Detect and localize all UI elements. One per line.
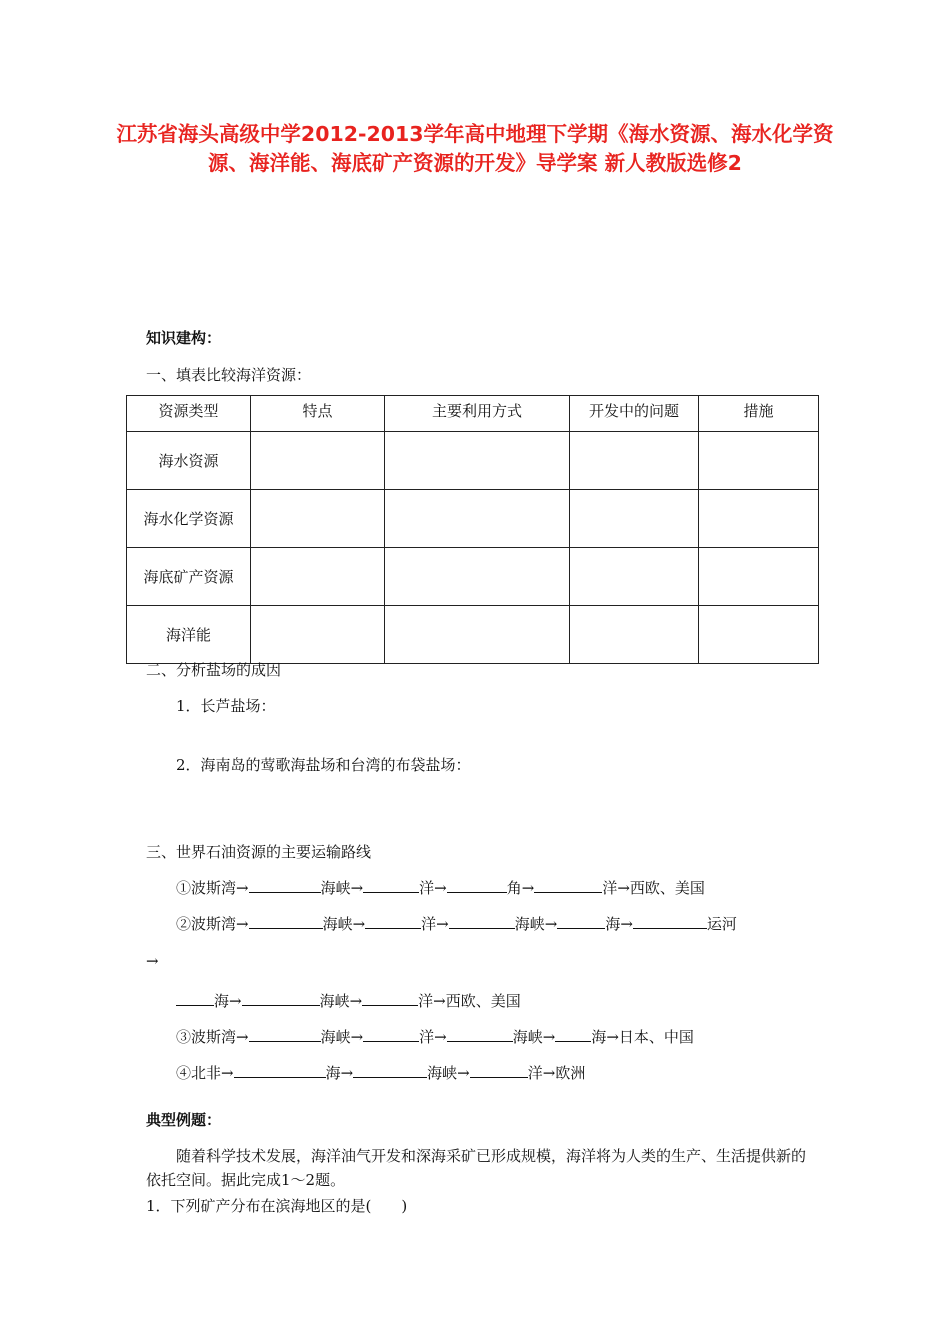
- table-row-label: 海洋能: [127, 606, 251, 664]
- table-row: [127, 432, 819, 490]
- fill-blank[interactable]: [249, 1026, 321, 1042]
- route-text: 洋→: [419, 879, 447, 897]
- question-2-item-2: 2．海南岛的莺歌海盐场和台湾的布袋盐场：: [176, 756, 471, 774]
- route-number: ①: [176, 879, 192, 897]
- table-blank-cell[interactable]: [570, 548, 699, 606]
- route-text: 海→: [325, 1064, 354, 1082]
- fill-blank[interactable]: [353, 1062, 427, 1078]
- table-blank-cell[interactable]: [699, 548, 819, 606]
- route-text: 波斯湾→: [191, 915, 249, 933]
- route-text: 角→: [506, 879, 535, 897]
- section-knowledge-heading: 知识建构：: [146, 329, 222, 347]
- route-text: 波斯湾→: [191, 879, 249, 897]
- table-blank-cell[interactable]: [251, 548, 385, 606]
- question-1-heading: 一、填表比较海洋资源：: [146, 366, 312, 384]
- table-header-cell: 主要利用方式: [385, 396, 570, 432]
- route-number: ②: [176, 915, 192, 933]
- table-row: [127, 490, 819, 548]
- fill-blank[interactable]: [249, 877, 321, 893]
- example-intro-paragraph: 随着科学技术发展，海洋油气开发和深海采矿已形成规模，海洋将为人类的生产、生活提供新的依托空间。据此完成1～2题。: [146, 1147, 807, 1189]
- route-4: [176, 1062, 585, 1083]
- fill-blank[interactable]: [242, 990, 320, 1006]
- route-text: 洋→西欧、美国: [602, 879, 705, 897]
- route-text: 海峡→: [514, 915, 558, 933]
- resource-comparison-table: [126, 395, 819, 664]
- fill-blank[interactable]: [449, 913, 515, 929]
- section-examples-heading: 典型例题：: [146, 1111, 222, 1129]
- question-2-item-1: 1．长芦盐场：: [176, 697, 276, 715]
- fill-blank[interactable]: [557, 913, 605, 929]
- route-text: 洋→: [421, 915, 449, 933]
- table-header-cell: 措施: [699, 396, 819, 432]
- fill-blank[interactable]: [447, 1026, 513, 1042]
- route-3: [176, 1026, 694, 1047]
- route-text: 洋→欧洲: [527, 1064, 586, 1082]
- route-1: [176, 877, 705, 898]
- route-text: 海峡→: [320, 1028, 364, 1046]
- route-2-continued: [176, 990, 521, 1011]
- fill-blank[interactable]: [249, 913, 323, 929]
- route-text: 海→: [214, 992, 242, 1010]
- route-2-arrow: →: [146, 952, 159, 970]
- table-blank-cell[interactable]: [699, 606, 819, 664]
- route-text: 北非→: [191, 1064, 234, 1082]
- table-row-label: 海水资源: [127, 432, 251, 490]
- table-blank-cell[interactable]: [699, 490, 819, 548]
- table-row: [127, 548, 819, 606]
- table-blank-cell[interactable]: [570, 432, 699, 490]
- table-blank-cell[interactable]: [251, 606, 385, 664]
- fill-blank[interactable]: [633, 913, 707, 929]
- fill-blank[interactable]: [555, 1026, 591, 1042]
- fill-blank[interactable]: [365, 913, 421, 929]
- fill-blank[interactable]: [447, 877, 507, 893]
- table-row-label: 海水化学资源: [127, 490, 251, 548]
- table-header-cell: 开发中的问题: [570, 396, 699, 432]
- table-row-label: 海底矿产资源: [127, 548, 251, 606]
- table-header-cell: 特点: [251, 396, 385, 432]
- table-blank-cell[interactable]: [251, 432, 385, 490]
- fill-blank[interactable]: [470, 1062, 528, 1078]
- question-3-heading: 三、世界石油资源的主要运输路线: [146, 843, 372, 861]
- route-text: 波斯湾→: [191, 1028, 249, 1046]
- question-2-heading: 二、分析盐场的成因: [146, 661, 282, 679]
- route-text: 海峡→: [322, 915, 366, 933]
- route-text: 洋→西欧、美国: [418, 992, 521, 1010]
- route-text: 海→日本、中国: [591, 1028, 694, 1046]
- route-text: 海峡→: [320, 879, 364, 897]
- table-blank-cell[interactable]: [385, 432, 570, 490]
- table-blank-cell[interactable]: [251, 490, 385, 548]
- fill-blank[interactable]: [363, 877, 419, 893]
- table-blank-cell[interactable]: [385, 490, 570, 548]
- table-blank-cell[interactable]: [570, 490, 699, 548]
- route-text: 运河: [706, 915, 737, 933]
- table-blank-cell[interactable]: [570, 606, 699, 664]
- question-1: 1．下列矿产分布在滨海地区的是( ): [146, 1197, 408, 1215]
- fill-blank[interactable]: [534, 877, 602, 893]
- fill-blank[interactable]: [363, 1026, 419, 1042]
- route-number: ③: [176, 1028, 192, 1046]
- table-header-cell: 资源类型: [127, 396, 251, 432]
- route-text: 海→: [605, 915, 633, 933]
- table-row: [127, 606, 819, 664]
- table-blank-cell[interactable]: [385, 548, 570, 606]
- table-header-row: [127, 396, 819, 432]
- route-text: 海峡→: [427, 1064, 470, 1082]
- route-2: [176, 913, 737, 934]
- route-text: 洋→: [419, 1028, 447, 1046]
- route-text: 海峡→: [512, 1028, 556, 1046]
- route-text: 海峡→: [319, 992, 363, 1010]
- fill-blank[interactable]: [234, 1062, 326, 1078]
- document-title: 江苏省海头高级中学2012-2013学年高中地理下学期《海水资源、海水化学资源、海洋能、海底矿产资源的开发》导学案 新人教版选修2: [116, 122, 834, 175]
- fill-blank[interactable]: [362, 990, 418, 1006]
- table-blank-cell[interactable]: [699, 432, 819, 490]
- fill-blank[interactable]: [176, 990, 214, 1006]
- table-blank-cell[interactable]: [385, 606, 570, 664]
- route-number: ④: [176, 1064, 192, 1082]
